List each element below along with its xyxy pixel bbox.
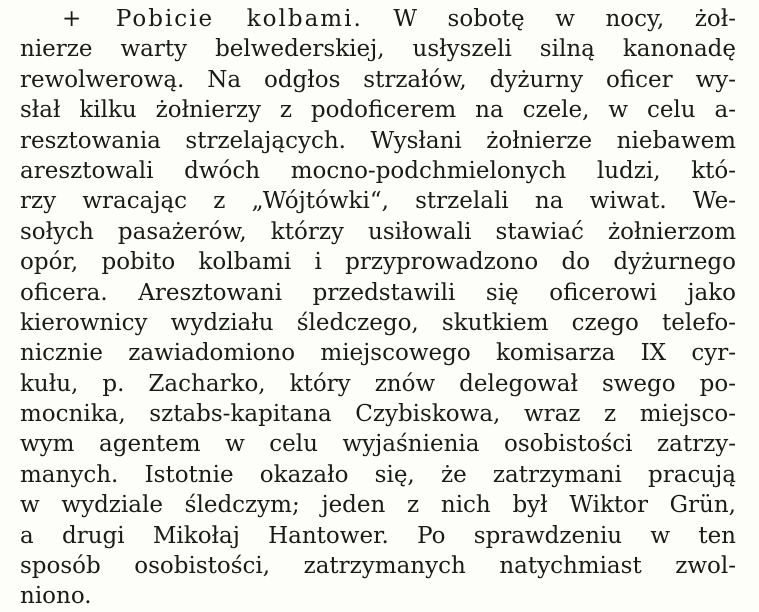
article-line-1-text: W sobotę w nocy, żoł- xyxy=(362,6,736,32)
article-line-17: w wydziale śledczym; jeden z nich był Wiktor Grün, xyxy=(20,492,736,519)
article-line-18: a drugi Mikołaj Hantower. Po sprawdzeniu w ten xyxy=(20,522,736,549)
article-line-3: rewolwerową. Na odgłos strzałów, dyżurny oficer wy- xyxy=(20,66,736,93)
article-line-19: sposób osobistości, zatrzymanych natychmiast zwol- xyxy=(20,553,736,580)
article-line-20: niono. xyxy=(20,583,92,610)
news-article xyxy=(20,4,736,612)
article-line-14: mocnika, sztabs-kapitana Czybiskowa, wraz z miejsco- xyxy=(20,401,736,428)
article-line-6: aresztowali dwóch mocno-podchmielonych ludzi, któ- xyxy=(20,157,736,184)
article-headline: + Pobicie kolbami. xyxy=(62,6,363,32)
article-line-8: sołych pasażerów, którzy usiłowali stawiać żołnierzom xyxy=(20,218,736,245)
article-line-4: słał kilku żołnierzy z podoficerem na czele, w celu a- xyxy=(20,97,736,124)
article-line-9: opór, pobito kolbami i przyprowadzono do dyżurnego xyxy=(20,249,736,276)
article-line-16: manych. Istotnie okazało się, że zatrzymani pracują xyxy=(20,461,736,488)
article-line-10: oficera. Aresztowani przedstawili się oficerowi jako xyxy=(20,279,736,306)
article-line-15: wym agentem w celu wyjaśnienia osobistości zatrzy- xyxy=(20,431,736,458)
article-line-11: kierownicy wydziału śledczego, skutkiem czego telefo- xyxy=(20,309,736,336)
article-line-5: resztowania strzelających. Wysłani żołnierze niebawem xyxy=(20,127,736,154)
article-line-2: nierze warty belwederskiej, usłyszeli silną kanonadę xyxy=(20,36,736,63)
article-line-1 xyxy=(20,4,736,34)
article-line-12: nicznie zawiadomiono miejscowego komisarza IX cyr- xyxy=(20,340,736,367)
article-line-7: rzy wracając z „Wójtówki“, strzelali na wiwat. We- xyxy=(20,188,736,215)
article-line-13: kułu, p. Zacharko, który znów delegował swego po- xyxy=(20,370,736,397)
